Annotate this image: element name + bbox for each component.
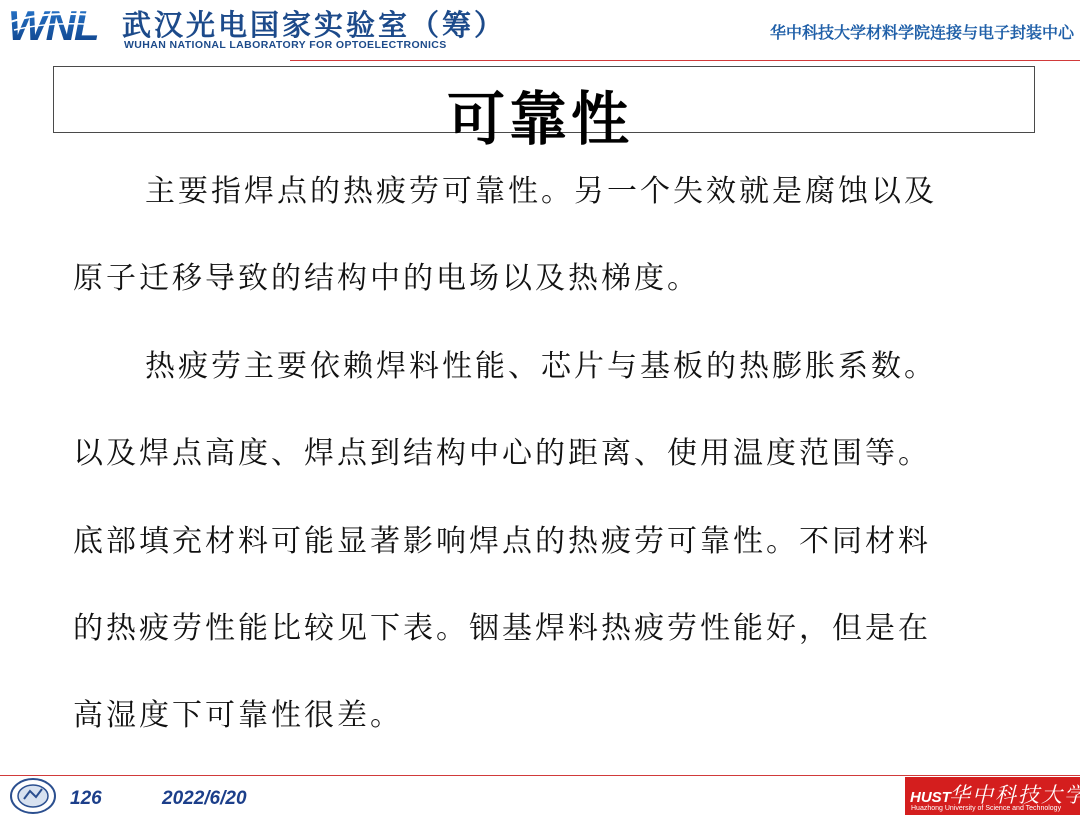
university-name-cn: 华中科技大学 [949,783,1087,807]
wnl-logo-icon [6,2,116,49]
body-line: 原子迁移导致的结构中的电场以及热梯度。 [73,261,700,296]
body-line: 热疲劳主要依赖焊料性能、芯片与基板的热膨胀系数。 [145,349,937,384]
footer-divider [0,775,1080,776]
lab-name-cn: 武汉光电国家实验室（筹） [122,8,507,42]
department-name: 华中科技大学材料学院连接与电子封装中心 [769,23,1074,42]
university-seal-icon [8,777,58,815]
body-line: 以及焊点高度、焊点到结构中心的距离、使用温度范围等。 [73,436,931,471]
header-divider [290,60,1080,61]
body-line: 的热疲劳性能比较见下表。铟基焊料热疲劳性能好，但是在 [73,611,931,646]
page-number: 126 [70,788,102,809]
body-line: 高湿度下可靠性很差。 [73,698,403,733]
university-name-en: Huazhong University of Science and Technology [911,805,1062,812]
lab-name-en: WUHAN NATIONAL LABORATORY FOR OPTOELECTRONICS [124,39,447,51]
slide-date: 2022/6/20 [162,788,247,809]
university-banner [905,777,1087,815]
slide-title: 可靠性 [446,85,633,153]
logo-text: WNL [8,2,98,49]
body-line: 主要指焊点的热疲劳可靠性。另一个失效就是腐蚀以及 [145,174,937,209]
svg-text:HUST: HUST [910,789,951,806]
body-line: 底部填充材料可能显著影响焊点的热疲劳可靠性。不同材料 [73,524,931,559]
hust-logo-icon [909,783,951,807]
